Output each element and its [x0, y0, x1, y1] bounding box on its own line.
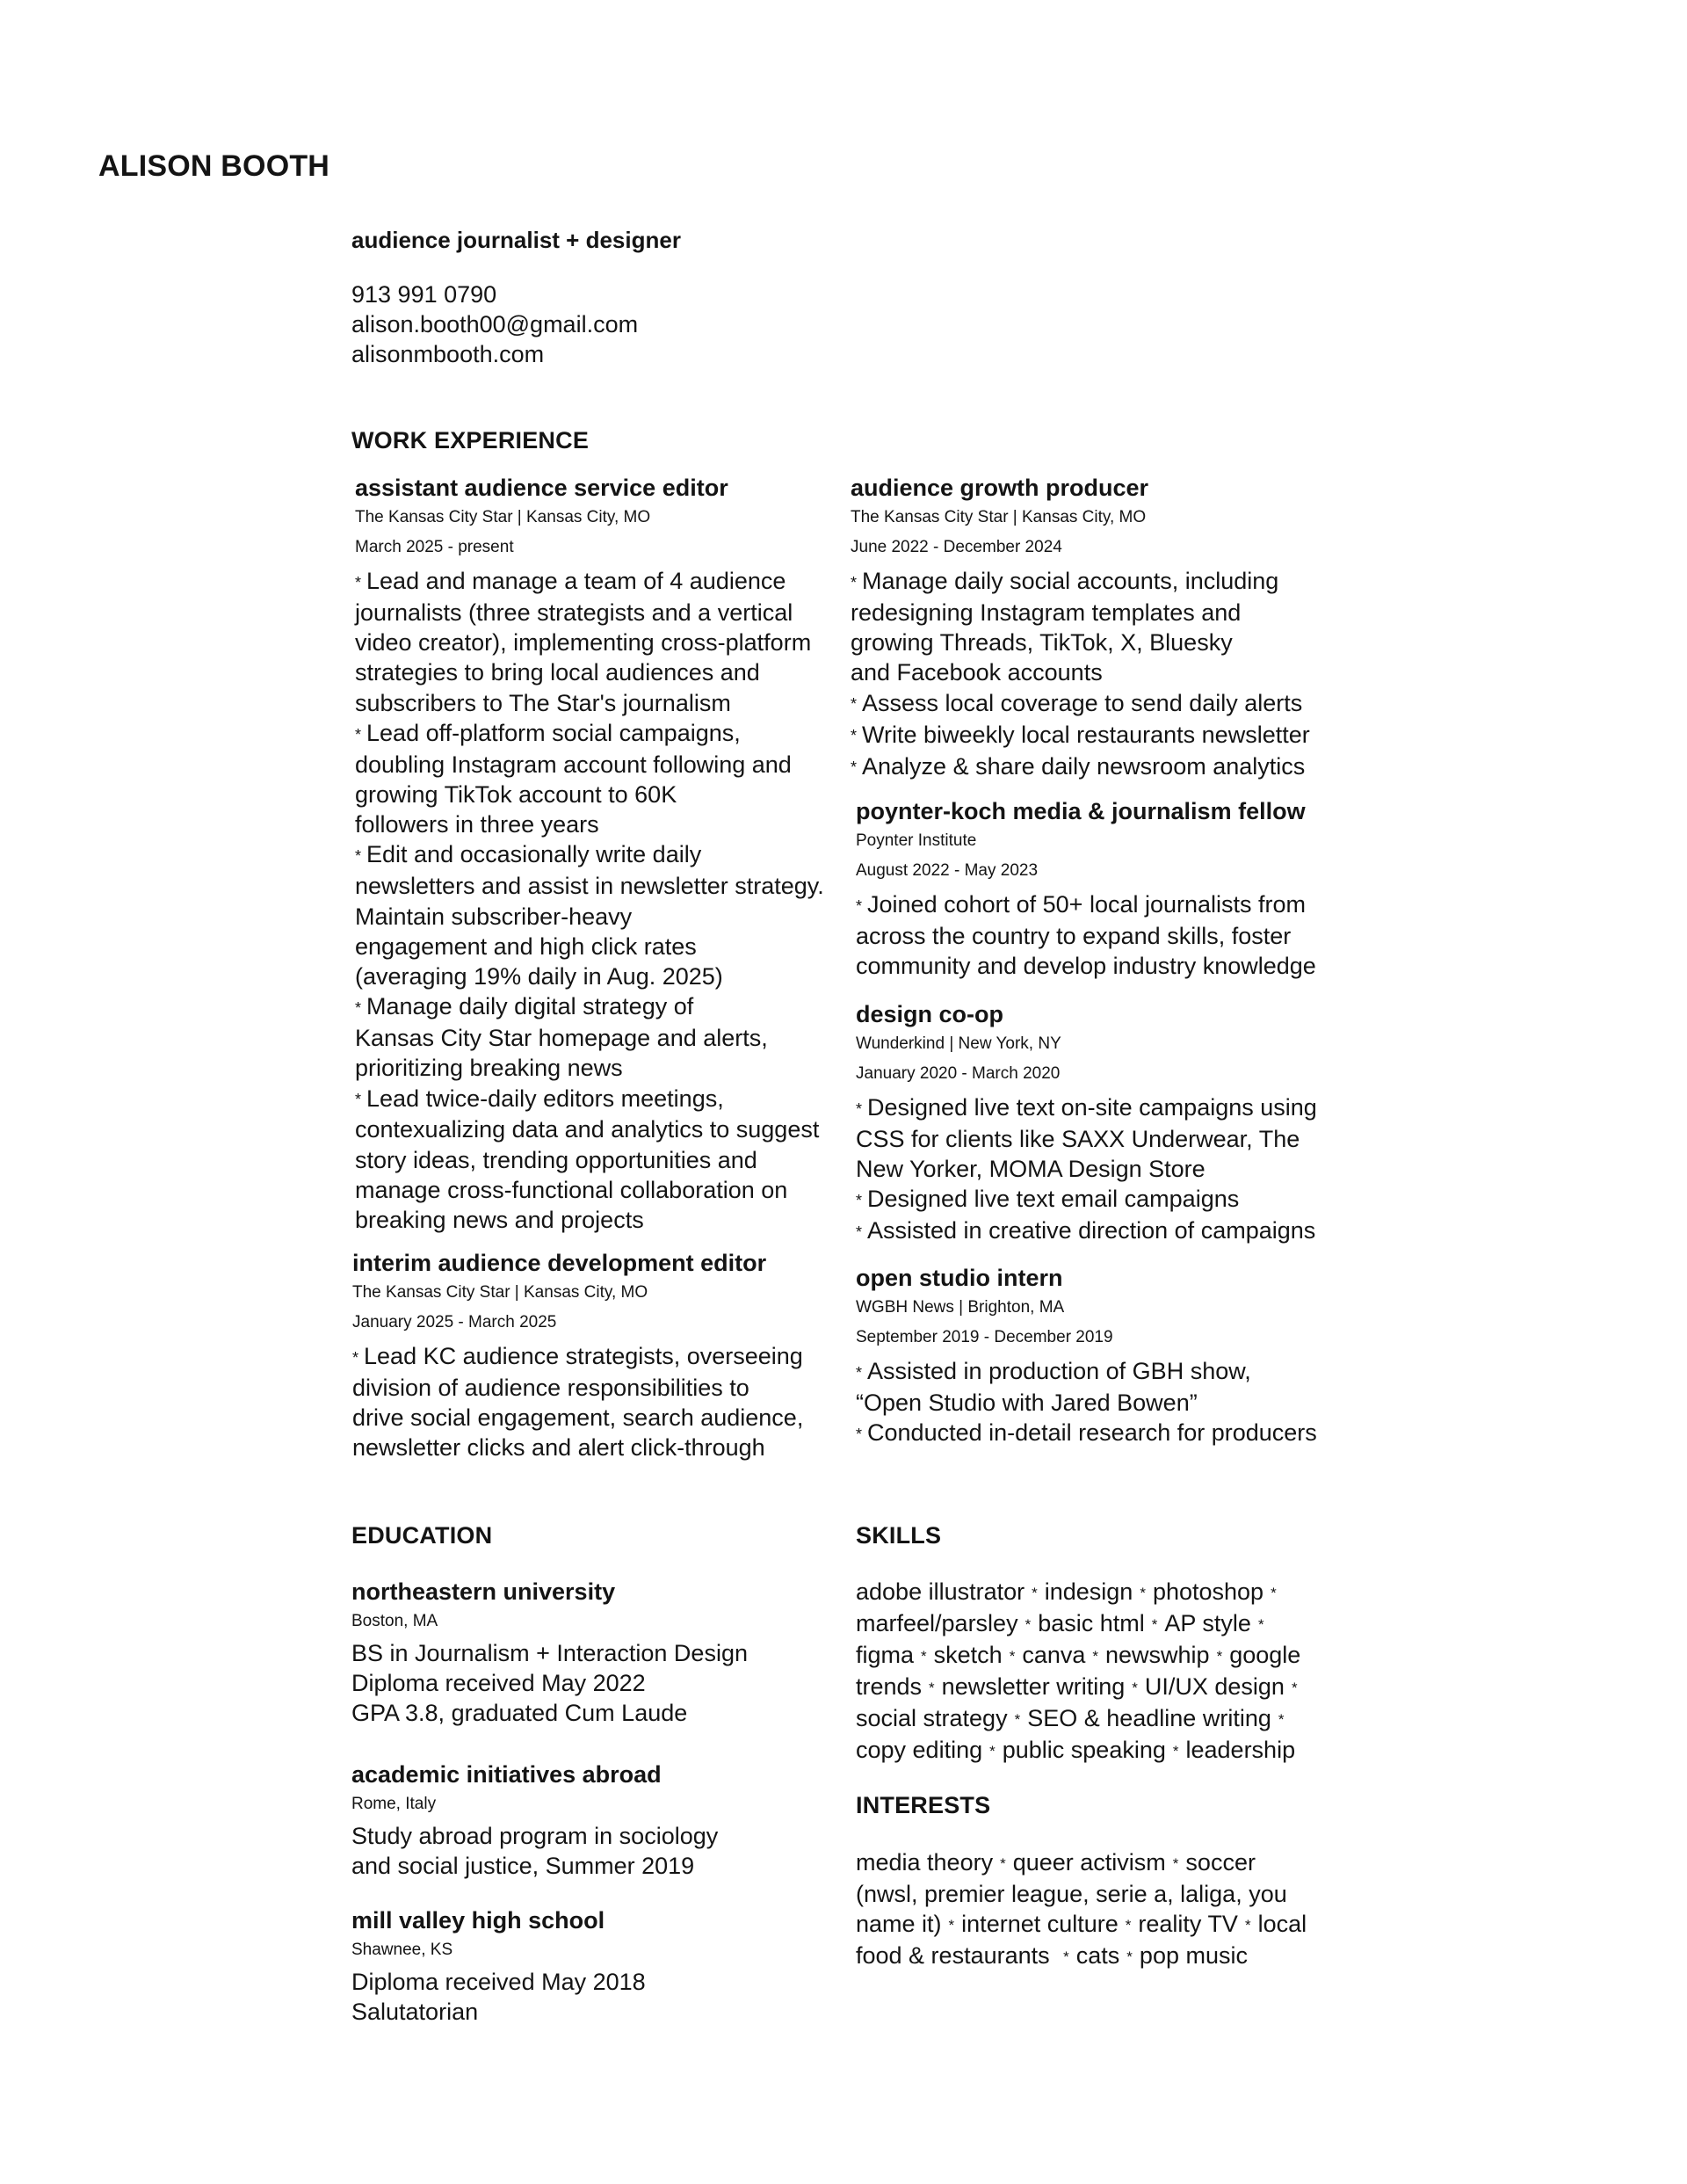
separator-star-icon: *: [1063, 1948, 1069, 1965]
bullet-star-icon: *: [352, 1348, 359, 1367]
bullet-line: * Joined cohort of 50+ local journalists from: [856, 891, 1307, 918]
bullet-star-icon: *: [355, 998, 362, 1017]
separator-star-icon: *: [1125, 1916, 1132, 1934]
bullet-line: redesigning Instagram templates and: [851, 599, 1242, 626]
job-bullet: [355, 1084, 847, 1236]
school-detail-line: Diploma received May 2022: [351, 1670, 646, 1697]
job-bullet: [355, 566, 847, 718]
job-bullets: [352, 1341, 844, 1463]
bullet-line: strategies to bring local audiences and: [355, 659, 760, 686]
bullet-star-icon: *: [856, 1192, 863, 1210]
resume-tagline: audience journalist + designer: [351, 227, 681, 253]
bullet-line: newsletter clicks and alert click-through: [352, 1434, 765, 1462]
bullet-line: * Lead twice-daily editors meetings,: [355, 1085, 724, 1112]
bullet-line: CSS for clients like SAXX Underwear, The: [856, 1125, 1300, 1152]
skill-item: newswhip: [1105, 1641, 1210, 1668]
email-address: alison.booth00@gmail.com: [351, 311, 639, 337]
job-dates: August 2022 - May 2023: [856, 861, 1039, 880]
bullet-line: growing Threads, TikTok, X, Bluesky: [851, 629, 1233, 657]
job-bullet: [856, 1184, 1348, 1215]
job-bullet: [355, 839, 847, 991]
tag-line: [856, 1941, 1348, 1972]
skill-item: trends: [856, 1672, 923, 1700]
job-title: design co-op: [856, 1001, 1003, 1027]
separator-star-icon: *: [1009, 1647, 1016, 1665]
bullet-line: contexualizing data and analytics to suggest: [355, 1116, 820, 1143]
separator-star-icon: *: [1025, 1615, 1032, 1633]
separator-star-icon: *: [1271, 1584, 1277, 1601]
bullet-line: Maintain subscriber-heavy: [355, 903, 633, 930]
school-detail-line: and social justice, Summer 2019: [351, 1853, 695, 1880]
bullet-line: * Assess local coverage to send daily alerts: [851, 689, 1303, 716]
education-entry: [351, 1905, 808, 2027]
skill-item: marfeel/parsley: [856, 1609, 1018, 1636]
bullet-line: story ideas, trending opportunities and: [355, 1146, 757, 1173]
bullet-line: subscribers to The Star's journalism: [355, 689, 731, 716]
bullet-line: community and develop industry knowledge: [856, 953, 1316, 980]
job-organization: Wunderkind | New York, NY: [856, 1034, 1061, 1053]
tag-line: [856, 1735, 1348, 1767]
job-title: assistant audience service editor: [355, 475, 728, 501]
bullet-line: division of audience responsibilities to: [352, 1374, 749, 1401]
job-bullet: [856, 889, 1348, 981]
bullet-line: prioritizing breaking news: [355, 1055, 623, 1082]
skill-item: figma: [856, 1641, 915, 1668]
skill-item: sketch: [933, 1641, 1003, 1668]
school-details: [351, 1638, 808, 1729]
bullet-line: * Manage daily digital strategy of: [355, 993, 694, 1020]
school-location: Boston, MA: [351, 1612, 438, 1630]
skill-item: AP style: [1164, 1609, 1251, 1636]
bullet-star-icon: *: [856, 896, 863, 915]
job-dates: March 2025 - present: [355, 538, 514, 556]
job-bullet: [352, 1341, 844, 1463]
bullet-line: followers in three years: [355, 811, 599, 838]
skill-item: UI/UX design: [1144, 1672, 1285, 1700]
work-experience-heading: WORK EXPERIENCE: [351, 427, 590, 453]
interest-item: name it): [856, 1911, 942, 1938]
bullet-line: * Edit and occasionally write daily: [355, 841, 702, 868]
school-detail-line: GPA 3.8, graduated Cum Laude: [351, 1700, 688, 1727]
interest-item: internet culture: [961, 1911, 1119, 1938]
separator-star-icon: *: [1291, 1679, 1298, 1696]
separator-star-icon: *: [1032, 1584, 1038, 1601]
separator-star-icon: *: [1132, 1679, 1138, 1696]
bullet-line: * Assisted in creative direction of campaigns: [856, 1217, 1316, 1244]
job-bullets: [856, 1356, 1348, 1449]
separator-star-icon: *: [921, 1647, 927, 1665]
job-dates: September 2019 - December 2019: [856, 1328, 1113, 1346]
bullet-line: Kansas City Star homepage and alerts,: [355, 1025, 768, 1052]
job-bullets: [355, 566, 847, 1235]
interest-item: media theory: [856, 1849, 994, 1876]
phone-number: 913 991 0790: [351, 281, 497, 308]
bullet-line: * Write biweekly local restaurants newsletter: [851, 721, 1310, 748]
job-entry: [355, 473, 847, 1235]
bullet-star-icon: *: [851, 758, 858, 777]
bullet-line: across the country to expand skills, foster: [856, 922, 1292, 949]
bullet-line: * Designed live text email campaigns: [856, 1186, 1240, 1213]
job-organization: WGBH News | Brighton, MA: [856, 1298, 1065, 1317]
job-organization: Poynter Institute: [856, 831, 977, 850]
bullet-line: * Lead KC audience strategists, overseeing: [352, 1343, 803, 1369]
separator-star-icon: *: [948, 1916, 955, 1934]
job-bullet: [851, 751, 1343, 783]
skill-item: newsletter writing: [941, 1672, 1126, 1700]
bullet-line: * Analyze & share daily newsroom analytics: [851, 752, 1306, 780]
job-bullet: [856, 1215, 1348, 1247]
school-name: mill valley high school: [351, 1907, 605, 1934]
school-name: academic initiatives abroad: [351, 1761, 662, 1788]
bullet-star-icon: *: [355, 725, 362, 744]
job-bullet: [856, 1092, 1348, 1184]
separator-star-icon: *: [1172, 1854, 1179, 1872]
school-detail-line: BS in Journalism + Interaction Design: [351, 1640, 748, 1666]
skill-item: indesign: [1044, 1578, 1133, 1605]
job-organization: The Kansas City Star | Kansas City, MO: [355, 508, 651, 526]
interest-item: reality TV: [1138, 1911, 1238, 1938]
school-details: [351, 1821, 808, 1881]
job-entry: [856, 999, 1348, 1247]
bullet-line: and Facebook accounts: [851, 659, 1103, 686]
job-title: open studio intern: [856, 1265, 1063, 1291]
separator-star-icon: *: [1140, 1584, 1146, 1601]
skill-item: SEO & headline writing: [1027, 1704, 1271, 1731]
separator-star-icon: *: [929, 1679, 935, 1696]
bullet-line: drive social engagement, search audience,: [352, 1404, 804, 1432]
bullet-line: growing TikTok account to 60K: [355, 780, 677, 808]
bullet-line: * Manage daily social accounts, including: [851, 568, 1279, 594]
job-dates: June 2022 - December 2024: [851, 538, 1062, 556]
separator-star-icon: *: [1216, 1647, 1223, 1665]
separator-star-icon: *: [989, 1742, 996, 1760]
bullet-star-icon: *: [851, 695, 858, 714]
interests-list: [856, 1847, 1348, 1972]
bullet-star-icon: *: [851, 727, 858, 745]
job-dates: January 2025 - March 2025: [352, 1313, 557, 1331]
bullet-star-icon: *: [355, 573, 362, 591]
job-organization: The Kansas City Star | Kansas City, MO: [851, 508, 1147, 526]
separator-star-icon: *: [1092, 1647, 1099, 1665]
bullet-line: * Lead and manage a team of 4 audience: [355, 568, 786, 594]
bullet-star-icon: *: [856, 1223, 863, 1242]
bullet-line: * Lead off-platform social campaigns,: [355, 719, 741, 746]
skill-item: canva: [1022, 1641, 1086, 1668]
bullet-line: “Open Studio with Jared Bowen”: [856, 1389, 1198, 1416]
school-location: Shawnee, KS: [351, 1941, 453, 1959]
website-link: alisonmbooth.com: [351, 341, 545, 367]
bullet-line: (averaging 19% daily in Aug. 2025): [355, 962, 723, 990]
job-bullets: [856, 1092, 1348, 1247]
education-entry: [351, 1760, 808, 1881]
bullet-line: breaking news and projects: [355, 1207, 644, 1234]
interest-item: local: [1257, 1911, 1307, 1938]
skill-item: photoshop: [1152, 1578, 1264, 1605]
job-title: poynter-koch media & journalism fellow: [856, 798, 1306, 824]
tag-line: [856, 1879, 1348, 1909]
school-details: [351, 1967, 808, 2027]
separator-star-icon: *: [1257, 1615, 1264, 1633]
tag-line: [856, 1640, 1348, 1672]
bullet-star-icon: *: [355, 1091, 362, 1109]
interest-item: (nwsl, premier league, serie a, laliga, you: [856, 1880, 1287, 1907]
skill-item: adobe illustrator: [856, 1578, 1025, 1605]
skills-list: [856, 1577, 1348, 1767]
job-entry: [856, 1263, 1348, 1449]
school-name: northeastern university: [351, 1578, 616, 1605]
bullet-line: doubling Instagram account following and: [355, 751, 792, 778]
bullet-line: New Yorker, MOMA Design Store: [856, 1156, 1206, 1183]
bullet-star-icon: *: [856, 1363, 863, 1382]
separator-star-icon: *: [1151, 1615, 1158, 1633]
job-entry: [851, 473, 1343, 782]
education-entry: [351, 1577, 808, 1729]
tag-line: [856, 1577, 1348, 1608]
job-bullet: [856, 1418, 1348, 1449]
job-organization: The Kansas City Star | Kansas City, MO: [352, 1283, 648, 1302]
school-location: Rome, Italy: [351, 1795, 437, 1813]
tag-line: [856, 1703, 1348, 1735]
tag-line: [856, 1608, 1348, 1640]
bullet-line: manage cross-functional collaboration on: [355, 1176, 788, 1203]
job-entry: [352, 1248, 844, 1463]
skill-item: public speaking: [1002, 1736, 1166, 1763]
job-title: audience growth producer: [851, 475, 1149, 501]
interest-item: cats: [1075, 1942, 1120, 1970]
skills-heading: SKILLS: [856, 1522, 942, 1549]
job-bullets: [851, 566, 1343, 782]
separator-star-icon: *: [1278, 1710, 1285, 1728]
job-bullet: [851, 566, 1343, 688]
bullet-line: * Assisted in production of GBH show,: [856, 1358, 1251, 1384]
interest-item: soccer: [1185, 1849, 1256, 1876]
job-bullet: [851, 688, 1343, 720]
bullet-star-icon: *: [856, 1425, 863, 1443]
interests-heading: INTERESTS: [856, 1792, 991, 1818]
job-bullet: [355, 991, 847, 1083]
tag-line: [856, 1672, 1348, 1703]
job-bullet: [355, 718, 847, 840]
interest-item: food & restaurants: [856, 1942, 1057, 1970]
job-bullet: [856, 1356, 1348, 1418]
bullet-line: newsletters and assist in newsletter strategy.: [355, 873, 824, 900]
bullet-star-icon: *: [851, 573, 858, 591]
job-bullets: [856, 889, 1348, 981]
resume-name: ALISON BOOTH: [98, 149, 330, 183]
separator-star-icon: *: [1244, 1916, 1251, 1934]
job-dates: January 2020 - March 2020: [856, 1064, 1061, 1083]
job-bullet: [851, 720, 1343, 751]
job-entry: [856, 796, 1348, 981]
bullet-line: video creator), implementing cross-platform: [355, 629, 812, 657]
tag-line: [856, 1909, 1348, 1941]
school-detail-line: Salutatorian: [351, 1999, 479, 2026]
bullet-line: journalists (three strategists and a vertical: [355, 599, 793, 626]
separator-star-icon: *: [1014, 1710, 1021, 1728]
separator-star-icon: *: [1172, 1742, 1179, 1760]
contact-block: [351, 279, 638, 369]
tag-line: [856, 1847, 1348, 1879]
separator-star-icon: *: [1000, 1854, 1006, 1872]
bullet-star-icon: *: [355, 847, 362, 866]
skill-item: copy editing: [856, 1736, 983, 1763]
bullet-line: * Conducted in-detail research for producers: [856, 1419, 1317, 1447]
job-title: interim audience development editor: [352, 1250, 767, 1276]
bullet-star-icon: *: [856, 1099, 863, 1118]
interest-item: queer activism: [1012, 1849, 1166, 1876]
school-detail-line: Study abroad program in sociology: [351, 1823, 719, 1849]
bullet-line: engagement and high click rates: [355, 932, 697, 960]
separator-star-icon: *: [1126, 1948, 1133, 1965]
skill-item: leadership: [1185, 1736, 1296, 1763]
skill-item: basic html: [1038, 1609, 1145, 1636]
skill-item: google: [1229, 1641, 1301, 1668]
education-heading: EDUCATION: [351, 1522, 493, 1549]
bullet-line: * Designed live text on-site campaigns using: [856, 1094, 1317, 1121]
school-detail-line: Diploma received May 2018: [351, 1969, 646, 1995]
interest-item: pop music: [1139, 1942, 1248, 1970]
skill-item: social strategy: [856, 1704, 1008, 1731]
